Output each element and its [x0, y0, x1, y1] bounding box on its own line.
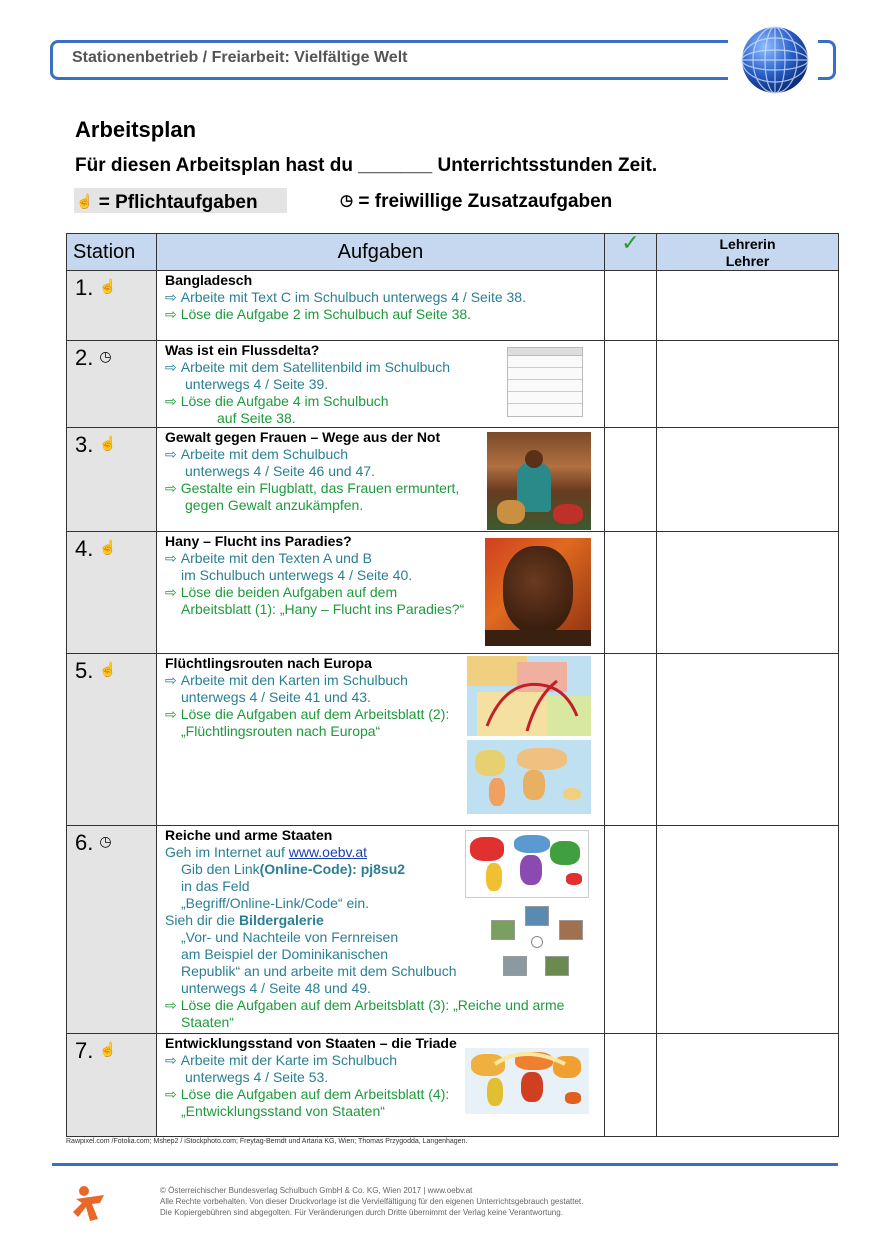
header-title: Stationenbetrieb / Freiarbeit: Vielfältige Welt — [72, 49, 408, 66]
footer-line-1: © Österreichischer Bundesverlag Schulbuch GmbH & Co. KG, Wien 2017 | www.oebv.at — [160, 1186, 473, 1195]
station-cell — [67, 532, 157, 654]
station-number: 7. — [75, 1038, 94, 1063]
teacher-cell[interactable] — [657, 654, 839, 826]
arrow-icon: ⇨ — [165, 1086, 177, 1102]
world-map — [467, 740, 591, 814]
footer-line-2: Alle Rechte vorbehalten. Von dieser Druckvorlage ist die Vervielfältigung für den eigenen Unterrichtsgebrauch gestattet. — [160, 1197, 584, 1206]
col-teacher — [657, 234, 839, 271]
task-cell — [157, 428, 605, 532]
task-line: gegen Gewalt anzukämpfen. — [185, 497, 364, 513]
task-line: „Entwicklungsstand von Staaten“ — [181, 1103, 385, 1119]
refugee-routes-map — [467, 656, 591, 736]
task-cell — [157, 271, 605, 341]
clock-icon: ◷ — [340, 192, 354, 209]
arrow-icon: ⇨ — [165, 706, 177, 722]
station-number: 2. — [75, 345, 94, 370]
task-line: ⇨ Arbeite mit den Texten A und B — [165, 550, 372, 566]
check-cell[interactable] — [605, 826, 657, 1034]
station-number: 6. — [75, 830, 94, 855]
task-cell — [157, 1034, 605, 1137]
market-woman-photo — [487, 432, 591, 530]
teacher-cell[interactable] — [657, 341, 839, 428]
hand-icon: ☝ — [99, 278, 117, 294]
station-cell — [67, 1034, 157, 1137]
check-cell[interactable] — [605, 271, 657, 341]
task-line: unterwegs 4 / Seite 41 und 43. — [181, 689, 371, 705]
task-line: ⇨ Löse die Aufgaben auf dem Arbeitsblatt (2): — [165, 706, 450, 722]
task-line: unterwegs 4 / Seite 48 und 49. — [181, 980, 371, 996]
clock-icon: ◷ — [99, 833, 112, 849]
arrow-icon: ⇨ — [165, 480, 177, 496]
task-line: im Schulbuch unterwegs 4 / Seite 40. — [181, 567, 413, 583]
task-cell — [157, 532, 605, 654]
table-row — [67, 826, 839, 1034]
teacher-cell[interactable] — [657, 428, 839, 532]
hand-icon: ☝ — [99, 661, 117, 677]
footer-line-3: Die Kopiergebühren sind abgegolten. Für Veränderungen durch Dritte übernimmt der Verlag keine Verantwortung. — [160, 1208, 563, 1217]
check-icon: ✓ — [605, 234, 657, 271]
task-line: „Begriff/Online-Link/Code“ ein. — [181, 895, 370, 911]
col-tasks: Aufgaben — [157, 234, 605, 271]
arrow-icon: ⇨ — [165, 1052, 177, 1068]
task-title: Bangladesch — [165, 272, 253, 288]
task-line: ⇨ Löse die beiden Aufgaben auf dem — [165, 584, 398, 600]
legend-optional-label: = freiwillige Zusatzaufgaben — [358, 191, 613, 212]
task-line: ⇨ Gestalte ein Flugblatt, das Frauen ermuntert, — [165, 480, 460, 496]
worksheet-thumbnail — [507, 347, 583, 417]
hand-icon: ☝ — [99, 1041, 117, 1057]
task-cell — [157, 341, 605, 428]
task-line: Gib den Link(Online-Code): pj8su2 — [181, 861, 406, 877]
page-title: Arbeitsplan — [75, 117, 197, 142]
task-cell — [157, 654, 605, 826]
check-cell[interactable] — [605, 1034, 657, 1137]
footer-text — [160, 1185, 583, 1218]
task-line: am Beispiel der Dominikanischen — [181, 946, 388, 962]
task-line: „Vor- und Nachteile von Fernreisen — [181, 929, 399, 945]
task-line: unterwegs 4 / Seite 53. — [185, 1069, 329, 1085]
hand-icon: ☝ — [76, 193, 94, 209]
table-row — [67, 532, 839, 654]
boy-portrait-photo — [485, 538, 591, 646]
arrow-icon: ⇨ — [165, 550, 177, 566]
globe-icon — [740, 25, 810, 95]
task-title: Reiche und arme Staaten — [165, 827, 333, 843]
hand-icon: ☝ — [99, 435, 117, 451]
col-station: Station — [67, 234, 157, 271]
task-line: ⇨ Arbeite mit dem Schulbuch — [165, 446, 349, 462]
task-line: ⇨ Löse die Aufgaben auf dem Arbeitsblatt (3): „Reiche und arme — [165, 997, 565, 1013]
teacher-cell[interactable] — [657, 1034, 839, 1137]
station-cell — [67, 271, 157, 341]
station-cell — [67, 654, 157, 826]
arrow-icon: ⇨ — [165, 289, 177, 305]
task-line: Geh im Internet auf www.oebv.at — [165, 844, 368, 860]
station-number: 1. — [75, 275, 94, 300]
table-row — [67, 1034, 839, 1137]
work-plan-table — [66, 230, 839, 1137]
task-cell — [157, 826, 605, 1034]
task-line: ⇨ Löse die Aufgabe 4 im Schulbuch — [165, 393, 389, 409]
task-title: Was ist ein Flussdelta? — [165, 342, 320, 358]
table-header-row — [67, 234, 839, 271]
arrow-icon: ⇨ — [165, 997, 177, 1013]
task-line: unterwegs 4 / Seite 46 und 47. — [185, 463, 375, 479]
arrow-icon: ⇨ — [165, 584, 177, 600]
table-row — [67, 271, 839, 341]
station-cell — [67, 341, 157, 428]
task-title: Flüchtlingsrouten nach Europa — [165, 655, 372, 671]
legend-optional — [340, 188, 612, 215]
arrow-icon: ⇨ — [165, 359, 177, 375]
task-line: ⇨ Arbeite mit der Karte im Schulbuch — [165, 1052, 398, 1068]
arrow-icon: ⇨ — [165, 393, 177, 409]
task-title: Entwicklungsstand von Staaten – die Triade — [165, 1035, 457, 1051]
check-cell[interactable] — [605, 654, 657, 826]
table-row — [67, 654, 839, 826]
task-line: ⇨ Arbeite mit den Karten im Schulbuch — [165, 672, 408, 688]
legend-required — [74, 188, 287, 213]
task-line: unterwegs 4 / Seite 39. — [185, 376, 329, 392]
teacher-cell[interactable] — [657, 826, 839, 1034]
legend-required-label: = Pflichtaufgaben — [98, 192, 258, 213]
task-line: ⇨ Arbeite mit dem Satellitenbild im Schulbuch — [165, 359, 450, 375]
photo-gallery-diagram — [487, 906, 587, 982]
table-row — [67, 341, 839, 428]
station-number: 5. — [75, 658, 94, 683]
col-teacher-line2: Lehrer — [725, 253, 770, 269]
station-cell — [67, 826, 157, 1034]
col-teacher-line1: Lehrerin — [719, 236, 776, 252]
teacher-cell[interactable] — [657, 532, 839, 654]
task-line: Sieh dir die Bildergalerie — [165, 912, 324, 928]
rich-poor-world-map — [465, 830, 589, 898]
task-line: Arbeitsblatt (1): „Hany – Flucht ins Paradies?“ — [181, 601, 465, 617]
task-title: Hany – Flucht ins Paradies? — [165, 533, 352, 549]
footer-divider — [52, 1163, 838, 1166]
hand-icon: ☝ — [99, 539, 117, 555]
image-credits: Rawpixel.com /Fotolia.com; Mshep2 / iStockphoto.com; Freytag-Berndt und Artaria KG, Wien; Thomas Przygodda, Langenhagen. — [66, 1138, 468, 1145]
task-line: ⇨ Arbeite mit Text C im Schulbuch unterwegs 4 / Seite 38. — [165, 289, 526, 305]
teacher-cell[interactable] — [657, 271, 839, 341]
station-cell — [67, 428, 157, 532]
task-line: ⇨ Löse die Aufgaben auf dem Arbeitsblatt (4): — [165, 1086, 450, 1102]
triad-world-map — [465, 1048, 589, 1114]
arrow-icon: ⇨ — [165, 306, 177, 322]
task-line: Republik“ an und arbeite mit dem Schulbuch — [181, 963, 457, 979]
publisher-logo-icon — [70, 1183, 110, 1223]
task-title: Gewalt gegen Frauen – Wege aus der Not — [165, 429, 441, 445]
task-line: „Flüchtlingsrouten nach Europa“ — [181, 723, 381, 739]
task-line: auf Seite 38. — [217, 410, 296, 426]
task-line: ⇨ Löse die Aufgabe 2 im Schulbuch auf Seite 38. — [165, 306, 472, 322]
arrow-icon: ⇨ — [165, 672, 177, 688]
check-cell[interactable] — [605, 532, 657, 654]
station-number: 4. — [75, 536, 94, 561]
clock-icon: ◷ — [99, 348, 112, 364]
time-line: Für diesen Arbeitsplan hast du _______ Unterrichtsstunden Zeit. — [75, 155, 658, 176]
table-row — [67, 428, 839, 532]
station-number: 3. — [75, 432, 94, 457]
task-line: Staaten“ — [181, 1014, 234, 1030]
check-cell[interactable] — [605, 341, 657, 428]
check-cell[interactable] — [605, 428, 657, 532]
task-line: in das Feld — [181, 878, 250, 894]
arrow-icon: ⇨ — [165, 446, 177, 462]
oebv-link[interactable]: www.oebv.at — [288, 844, 368, 860]
